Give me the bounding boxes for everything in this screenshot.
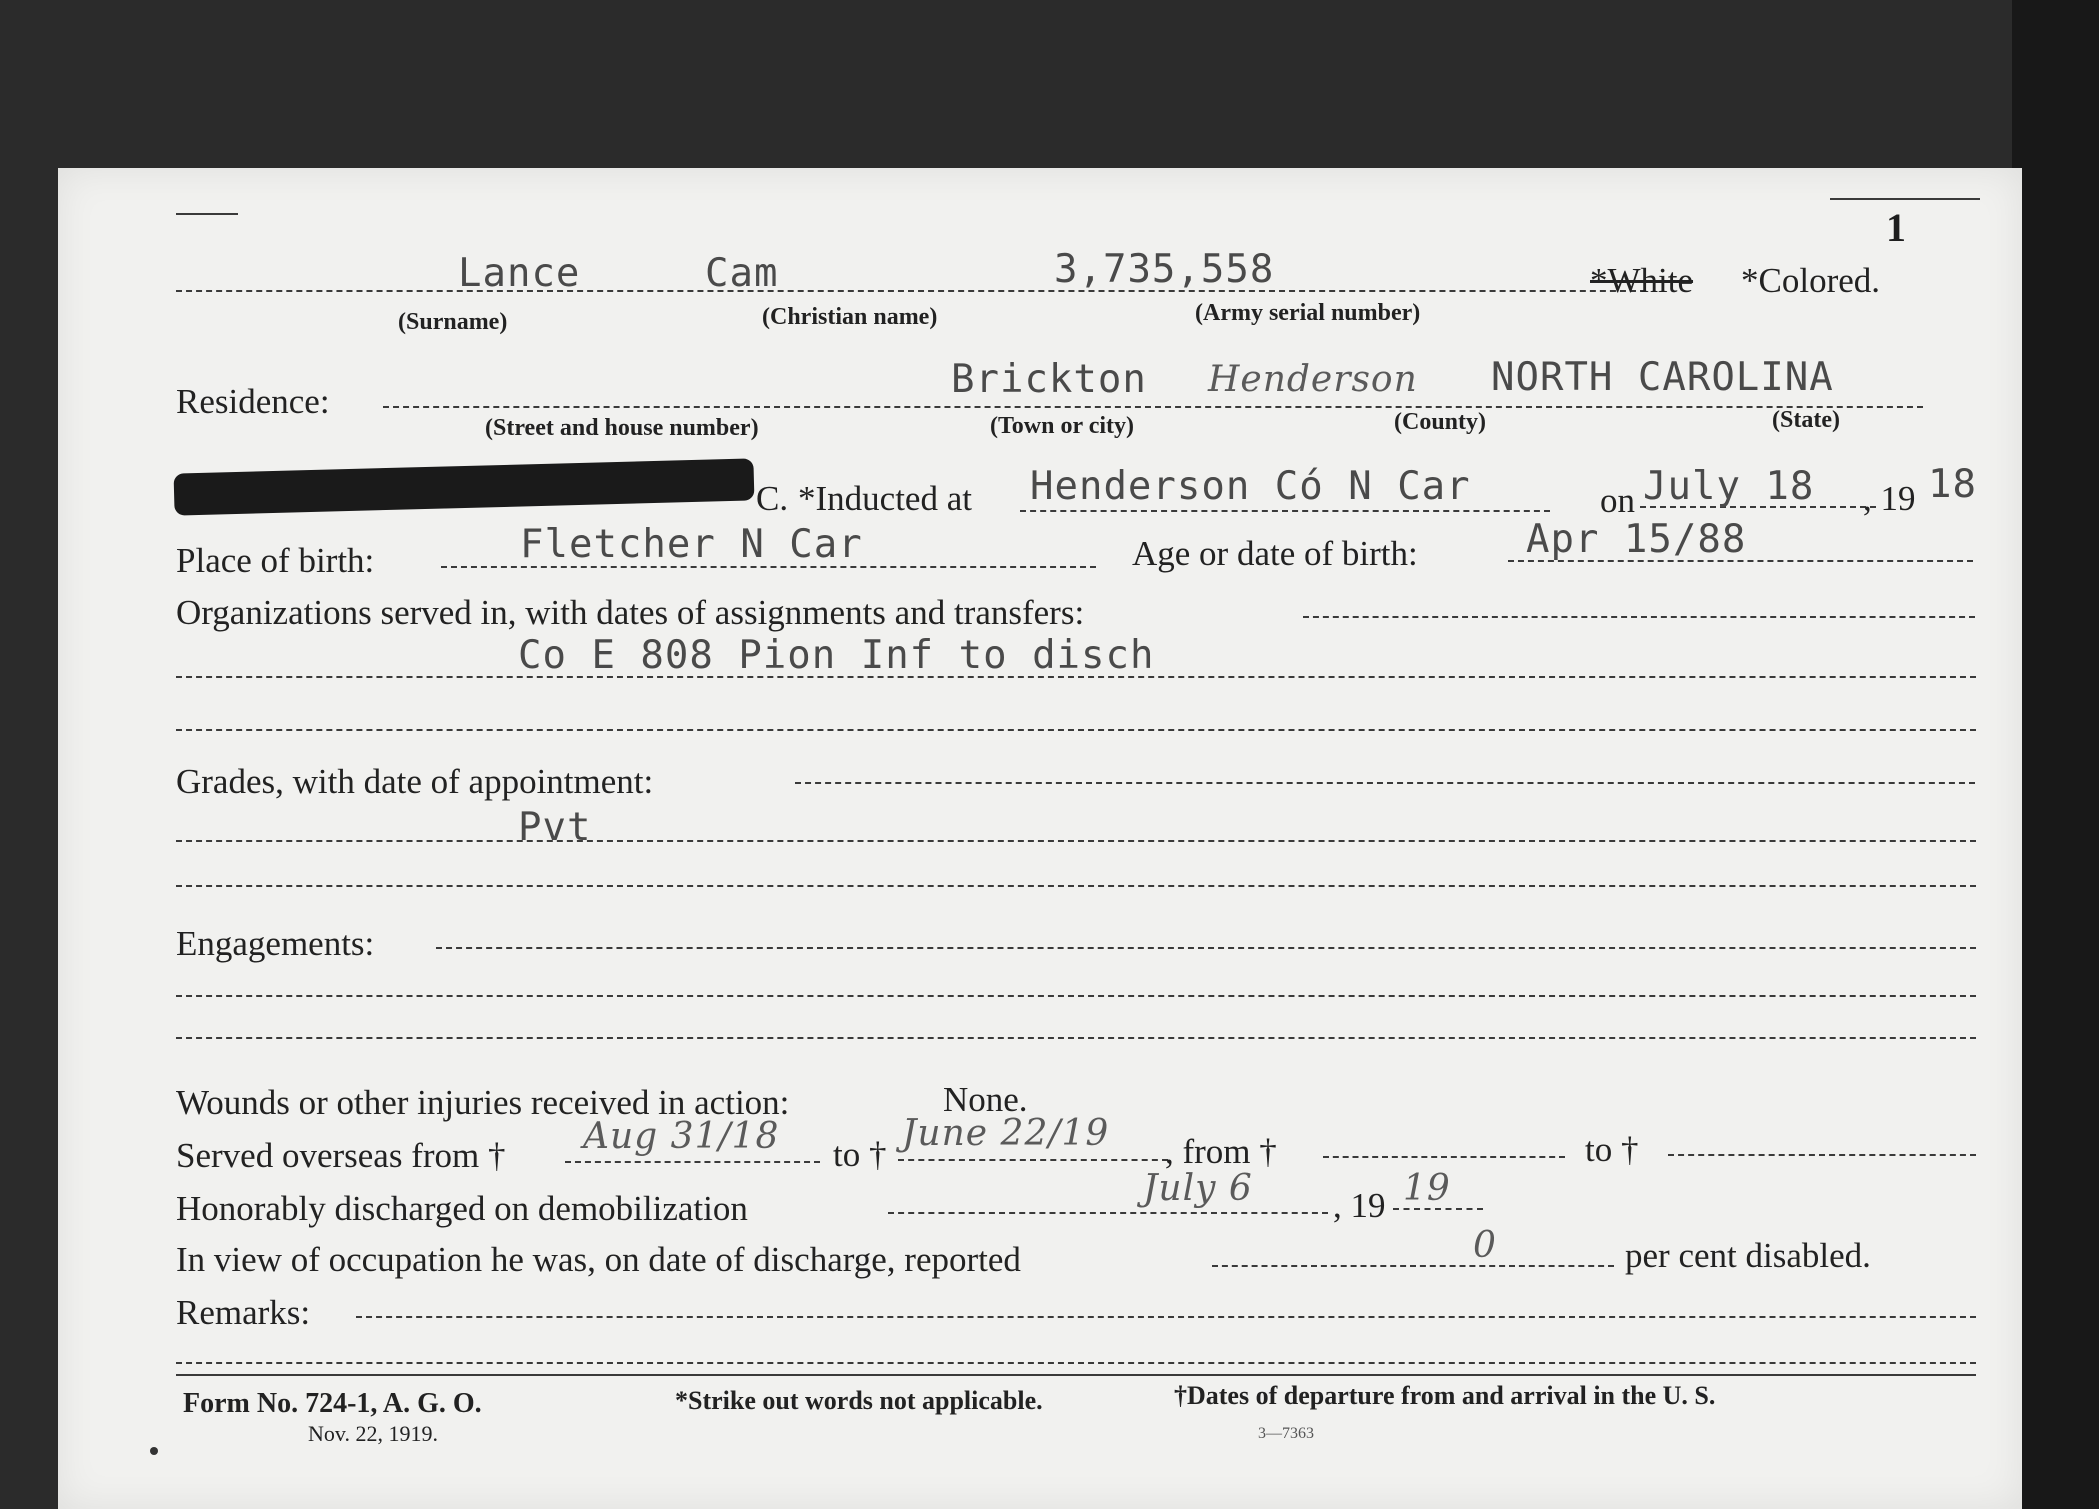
disability-label: In view of occupation he was, on date of discharge, reported [176, 1240, 1021, 1279]
remarks-label: Remarks: [176, 1293, 311, 1332]
grades-line-2 [176, 840, 1976, 842]
overseas-to-2-line [1668, 1154, 1976, 1156]
print-code: 3—7363 [1258, 1425, 1314, 1442]
top-right-rule [1830, 198, 1980, 200]
inducted-date: July 18 [1643, 464, 1815, 509]
remarks-line-1 [356, 1316, 1976, 1318]
birth-date-label: Age or date of birth: [1132, 534, 1418, 573]
induction-code: C. [756, 479, 789, 518]
overseas-label: Served overseas from † [176, 1136, 506, 1175]
inducted-at-value: Henderson Có N Car [1030, 464, 1471, 509]
race-white: *White [1590, 261, 1694, 300]
residence-label: Residence: [176, 382, 330, 421]
disability-line [1212, 1265, 1614, 1267]
engagements-line-3 [176, 1037, 1976, 1039]
town-caption: (Town or city) [990, 413, 1134, 439]
street-caption: (Street and house number) [485, 415, 759, 441]
christian-name-caption: (Christian name) [762, 304, 938, 330]
discharge-year-prefix: , 19 [1333, 1186, 1386, 1225]
footer-rule [176, 1374, 1976, 1376]
organizations-value: Co E 808 Pion Inf to disch [518, 633, 1155, 678]
overseas-to-line [898, 1159, 1168, 1161]
grades-value: Pvt [518, 805, 592, 850]
engagements-label: Engagements: [176, 924, 375, 963]
organizations-line-1 [1303, 616, 1975, 618]
discharge-year: 19 [1403, 1168, 1451, 1209]
birth-date-value: Apr 15/88 [1526, 517, 1747, 562]
grades-label: Grades, with date of appointment: [176, 762, 654, 801]
discharge-date: July 6 [1143, 1168, 1253, 1209]
overseas-from-line [565, 1161, 820, 1163]
inducted-year: 18 [1928, 462, 1977, 507]
state-caption: (State) [1772, 407, 1840, 433]
engagements-line-1 [436, 947, 1976, 949]
remarks-line-2 [176, 1362, 1976, 1364]
christian-name-value: Cam [705, 251, 779, 296]
overseas-to-date: June 22/19 [902, 1113, 1110, 1154]
residence-county: Henderson [1208, 359, 1418, 400]
redaction-mark [174, 458, 755, 515]
engagements-line-2 [176, 995, 1976, 997]
place-of-birth-label: Place of birth: [176, 541, 375, 580]
strike-note: *Strike out words not applicable. [675, 1386, 1043, 1415]
place-of-birth-value: Fletcher N Car [520, 522, 863, 567]
form-date: Nov. 22, 1919. [308, 1421, 438, 1446]
overseas-from-2-label: , from † [1165, 1132, 1277, 1171]
form-number: Form No. 724-1, A. G. O. [183, 1388, 482, 1419]
dates-note: †Dates of departure from and arrival in the U. S. [1174, 1381, 1716, 1410]
service-record-card [58, 168, 2022, 1509]
discharge-year-line [1393, 1208, 1483, 1210]
grades-line-3 [176, 885, 1976, 887]
county-caption: (County) [1394, 409, 1487, 435]
top-left-rule [176, 213, 238, 215]
margin-dot [150, 1447, 158, 1455]
card-number: 1 [1886, 205, 1906, 250]
organizations-line-3 [176, 729, 1976, 731]
serial-number-value: 3,735,558 [1054, 247, 1275, 292]
header-line [176, 290, 1646, 292]
residence-line [383, 406, 1923, 408]
discharge-line [888, 1212, 1328, 1214]
disability-value: 0 [1473, 1225, 1497, 1266]
discharge-label: Honorably discharged on demobilization [176, 1189, 748, 1228]
race-colored: *Colored. [1741, 261, 1881, 300]
surname-caption: (Surname) [398, 309, 508, 335]
overseas-from-date: Aug 31/18 [583, 1116, 780, 1157]
inducted-at-label: *Inducted at [798, 479, 972, 518]
organizations-line-2 [176, 676, 1976, 678]
inducted-on-label: on [1600, 481, 1635, 520]
overseas-to-label: to † [833, 1135, 887, 1174]
wounds-value: None. [943, 1080, 1028, 1119]
inducted-year-prefix: , 19 [1863, 479, 1916, 518]
residence-town: Brickton [951, 357, 1147, 402]
serial-number-caption: (Army serial number) [1195, 300, 1421, 326]
wounds-label: Wounds or other injuries received in action: [176, 1083, 790, 1122]
surname-value: Lance [458, 251, 581, 296]
organizations-label: Organizations served in, with dates of assignments and transfers: [176, 593, 1085, 632]
overseas-from-2-line [1323, 1156, 1565, 1158]
disability-suffix: per cent disabled. [1625, 1236, 1871, 1275]
inducted-at-line [1020, 510, 1550, 512]
grades-line-1 [795, 782, 1975, 784]
scan-border [2012, 0, 2099, 1509]
overseas-to-2-label: to † [1585, 1130, 1639, 1169]
residence-state: NORTH CAROLINA [1491, 355, 1834, 400]
